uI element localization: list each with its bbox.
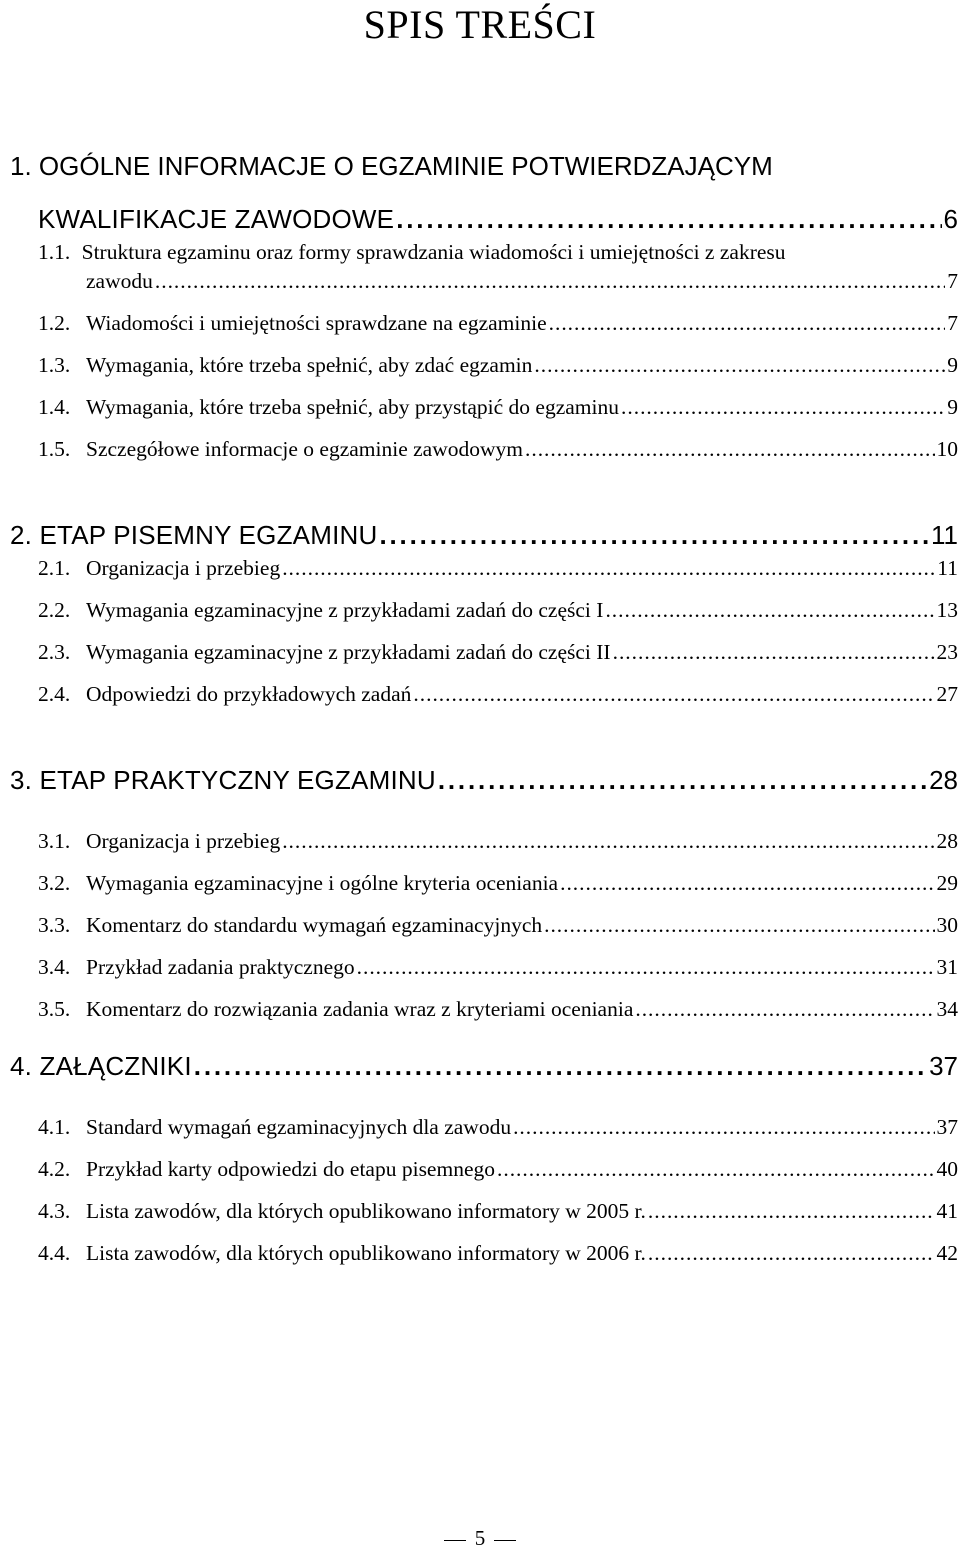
toc-section-title: Wymagania egzaminacyjne z przykładami zadań do części I bbox=[86, 598, 604, 622]
toc-section-1-1[interactable] bbox=[86, 267, 958, 295]
toc-section-number: 3.5. bbox=[38, 997, 71, 1021]
toc-section-title-cont: zawodu bbox=[86, 269, 153, 293]
toc-section-number: 1.1. bbox=[38, 240, 71, 264]
toc-section-title: Wiadomości i umiejętności sprawdzane na egzaminie bbox=[86, 311, 547, 335]
toc-section-number: 4.2. bbox=[38, 1157, 71, 1181]
toc-section-4-3[interactable] bbox=[38, 1197, 958, 1225]
toc-section-number: 3.4. bbox=[38, 955, 71, 979]
toc-chapter-3[interactable] bbox=[10, 764, 958, 796]
toc-leader bbox=[605, 596, 934, 624]
toc-page-number: 11 bbox=[931, 520, 958, 550]
toc-chapter-1[interactable] bbox=[38, 203, 958, 235]
toc-page-number: 28 bbox=[936, 829, 958, 853]
toc-leader bbox=[379, 519, 929, 551]
toc-section-title: Standard wymagań egzaminacyjnych dla zawodu bbox=[86, 1115, 512, 1139]
toc-section-title: Organizacja i przebieg bbox=[86, 829, 281, 853]
toc-section-4-1[interactable] bbox=[38, 1113, 958, 1141]
toc-section-2-3[interactable] bbox=[38, 638, 958, 666]
toc-section-title: Przykład karty odpowiedzi do etapu pisemnego bbox=[86, 1157, 495, 1181]
toc-leader bbox=[613, 638, 935, 666]
toc-section-number: 3.1. bbox=[38, 829, 71, 853]
toc-leader bbox=[513, 1113, 934, 1141]
toc-section-number: 2.3. bbox=[38, 640, 71, 664]
toc-leader bbox=[621, 393, 945, 421]
toc-leader bbox=[525, 435, 935, 463]
toc-section-1-2[interactable] bbox=[38, 309, 958, 337]
toc-page-number: 7 bbox=[947, 311, 958, 335]
toc-leader bbox=[282, 554, 935, 582]
footer-page-number bbox=[0, 1524, 960, 1552]
toc-page-number: 29 bbox=[936, 871, 958, 895]
toc-section-title: Odpowiedzi do przykładowych zadań bbox=[86, 682, 412, 706]
toc-section-title: Wymagania egzaminacyjne z przykładami zadań do części II bbox=[86, 640, 611, 664]
toc-leader bbox=[357, 953, 935, 981]
toc-section-title: Komentarz do standardu wymagań egzaminacyjnych bbox=[86, 913, 543, 937]
toc-leader bbox=[438, 764, 927, 796]
toc-leader bbox=[155, 267, 945, 295]
toc-section-1-4[interactable] bbox=[38, 393, 958, 421]
toc-section-title: Komentarz do rozwiązania zadania wraz z kryteriami oceniania bbox=[86, 997, 634, 1021]
toc-leader bbox=[648, 1239, 935, 1267]
toc-page-number: 40 bbox=[936, 1157, 958, 1181]
toc-section-number: 1.2. bbox=[38, 311, 71, 335]
toc-section-4-2[interactable] bbox=[38, 1155, 958, 1183]
toc-leader bbox=[282, 827, 934, 855]
toc-page-number: 9 bbox=[947, 353, 958, 377]
toc-page-number: 30 bbox=[936, 913, 958, 937]
toc-section-2-4[interactable] bbox=[38, 680, 958, 708]
toc-section-3-1[interactable] bbox=[38, 827, 958, 855]
toc-section-number: 1.3. bbox=[38, 353, 71, 377]
toc-section-title: Przykład zadania praktycznego bbox=[86, 955, 355, 979]
toc-section-number: 2.2. bbox=[38, 598, 71, 622]
toc-section-number: 2.4. bbox=[38, 682, 71, 706]
toc-section-number: 4.4. bbox=[38, 1241, 71, 1265]
toc-section-number: 3.3. bbox=[38, 913, 71, 937]
toc-section-title: Wymagania egzaminacyjne i ogólne kryteria oceniania bbox=[86, 871, 559, 895]
toc-section-1-1-line1 bbox=[38, 238, 786, 266]
toc-leader bbox=[635, 995, 934, 1023]
toc-section-title: Lista zawodów, dla których opublikowano informatory w 2006 r. bbox=[86, 1241, 646, 1265]
page-title: SPIS TREŚCI bbox=[363, 2, 597, 47]
toc-page-number: 27 bbox=[936, 682, 958, 706]
page-number-value: 5 bbox=[474, 1526, 486, 1550]
toc-section-title: Wymagania, które trzeba spełnić, aby przystąpić do egzaminu bbox=[86, 395, 620, 419]
toc-section-title: Wymagania, które trzeba spełnić, aby zdać egzamin bbox=[86, 353, 533, 377]
toc-leader bbox=[534, 351, 945, 379]
toc-leader bbox=[648, 1197, 935, 1225]
toc-chapter-title: 3. ETAP PRAKTYCZNY EGZAMINU bbox=[10, 765, 436, 795]
toc-section-number: 4.1. bbox=[38, 1115, 71, 1139]
toc-page-number: 9 bbox=[947, 395, 958, 419]
dash-right bbox=[494, 1540, 516, 1541]
toc-page-number: 41 bbox=[936, 1199, 958, 1223]
toc-chapter-2[interactable] bbox=[10, 519, 958, 551]
toc-section-3-2[interactable] bbox=[38, 869, 958, 897]
toc-section-4-4[interactable] bbox=[38, 1239, 958, 1267]
toc-leader bbox=[549, 309, 946, 337]
toc-section-number: 2.1. bbox=[38, 556, 71, 580]
toc-page-number: 42 bbox=[936, 1241, 958, 1265]
toc-section-title: Lista zawodów, dla których opublikowano informatory w 2005 r. bbox=[86, 1199, 646, 1223]
toc-page-number: 23 bbox=[936, 640, 958, 664]
toc-chapter-4[interactable] bbox=[10, 1050, 958, 1082]
toc-chapter-title: 2. ETAP PISEMNY EGZAMINU bbox=[10, 520, 378, 550]
toc-page-number: 6 bbox=[943, 204, 958, 234]
toc-page-number: 34 bbox=[936, 997, 958, 1021]
toc-page-number: 31 bbox=[936, 955, 958, 979]
toc-page-number: 37 bbox=[936, 1115, 958, 1139]
toc-section-3-4[interactable] bbox=[38, 953, 958, 981]
toc-chapter-title: 4. ZAŁĄCZNIKI bbox=[10, 1051, 192, 1081]
toc-section-1-3[interactable] bbox=[38, 351, 958, 379]
toc-leader bbox=[194, 1050, 927, 1082]
toc-page-number: 13 bbox=[936, 598, 958, 622]
toc-section-title: Struktura egzaminu oraz formy sprawdzania wiadomości i umiejętności z zakresu bbox=[81, 240, 786, 264]
toc-section-3-3[interactable] bbox=[38, 911, 958, 939]
toc-section-2-1[interactable] bbox=[38, 554, 958, 582]
toc-page-number: 11 bbox=[937, 556, 958, 580]
dash-left bbox=[444, 1540, 466, 1541]
toc-page-number: 10 bbox=[936, 437, 958, 461]
toc-section-number: 3.2. bbox=[38, 871, 71, 895]
toc-chapter-1-title: KWALIFIKACJE ZAWODOWE bbox=[38, 204, 395, 234]
toc-chapter-1-line1: 1. OGÓLNE INFORMACJE O EGZAMINIE POTWIERDZAJĄCYM bbox=[10, 151, 773, 181]
toc-leader bbox=[560, 869, 934, 897]
toc-leader bbox=[544, 911, 934, 939]
toc-leader bbox=[497, 1155, 935, 1183]
toc-section-2-2[interactable] bbox=[38, 596, 958, 624]
toc-section-number: 1.4. bbox=[38, 395, 71, 419]
toc-page-number: 37 bbox=[929, 1051, 958, 1081]
toc-section-3-5[interactable] bbox=[38, 995, 958, 1023]
toc-page-number: 28 bbox=[929, 765, 958, 795]
toc-section-title: Szczegółowe informacje o egzaminie zawodowym bbox=[86, 437, 523, 461]
toc-section-number: 4.3. bbox=[38, 1199, 71, 1223]
toc-section-1-5[interactable] bbox=[38, 435, 958, 463]
toc-leader bbox=[396, 203, 941, 235]
toc-page-number: 7 bbox=[947, 269, 958, 293]
toc-section-title: Organizacja i przebieg bbox=[86, 556, 281, 580]
toc-section-number: 1.5. bbox=[38, 437, 71, 461]
toc-leader bbox=[413, 680, 934, 708]
